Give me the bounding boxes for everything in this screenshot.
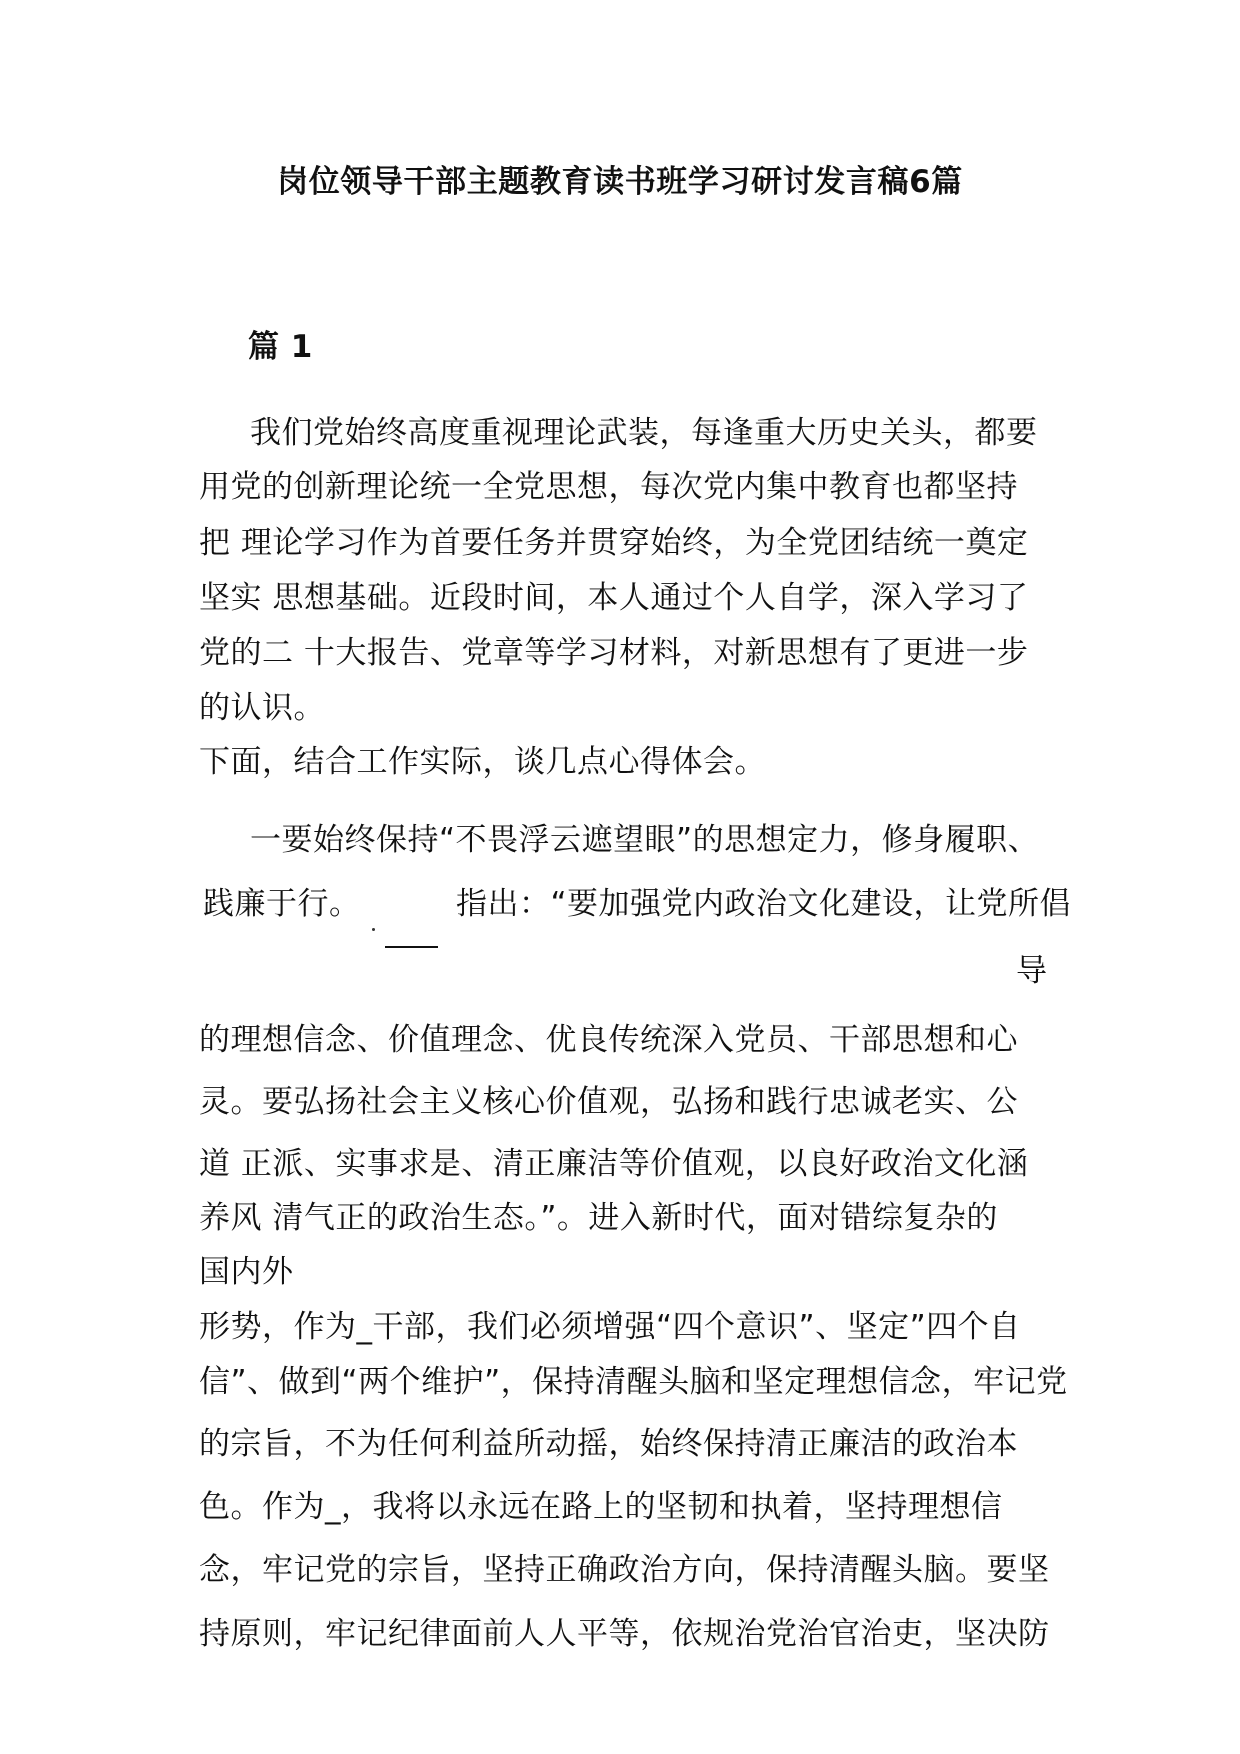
paragraph-line: 色。作为_，我将以永远在路上的坚韧和执着，坚持理想信	[199, 1489, 1003, 1525]
document-title: 岗位领导干部主题教育读书班学习研讨发言稿6篇	[277, 164, 963, 200]
paragraph-line: 国内外	[199, 1254, 294, 1290]
paragraph-line: 养风 清气正的政治生态。”。进入新时代，面对错综复杂的	[199, 1200, 998, 1236]
paragraph-line: 下面，结合工作实际，谈几点心得体会。	[199, 744, 766, 780]
paragraph-line: 的理想信念、价值理念、优良传统深入党员、干部思想和心	[199, 1022, 1018, 1058]
section-heading: 篇 1	[248, 329, 313, 365]
paragraph-line: 念，牢记党的宗旨，坚持正确政治方向，保持清醒头脑。要坚	[199, 1552, 1050, 1588]
paragraph-line: 我们党始终高度重视理论武装，每逢重大历史关头，都要	[250, 415, 1038, 451]
paragraph-line: 党的二 十大报告、党章等学习材料，对新思想有了更进一步	[199, 635, 1029, 671]
paragraph-line-right: 指出：“要加强党内政治文化建设，让党所倡	[456, 886, 1072, 922]
paragraph-line: 一要始终保持“不畏浮云遮望眼”的思想定力，修身履职、	[250, 822, 1040, 858]
paragraph-line: 形势，作为_干部，我们必须增强“四个意识”、坚定”四个自	[199, 1309, 1021, 1345]
paragraph-line: 把 理论学习作为首要任务并贯穿始终，为全党团结统一奠定	[199, 525, 1029, 561]
paragraph-line: 信”、做到“两个维护”，保持清醒头脑和坚定理想信念，牢记党	[199, 1364, 1068, 1400]
stray-dot-mark	[372, 928, 375, 931]
paragraph-line-left: 践廉于行。	[203, 886, 361, 922]
paragraph-line: 道 正派、实事求是、清正廉洁等价值观，以良好政治文化涵	[199, 1146, 1029, 1182]
paragraph-line: 坚实 思想基础。近段时间，本人通过个人自学，深入学习了	[199, 580, 1029, 616]
paragraph-line: 导	[1016, 953, 1048, 989]
paragraph-line: 用党的创新理论统一全党思想，每次党内集中教育也都坚持	[199, 469, 1018, 505]
paragraph-line: 的宗旨，不为任何利益所动摇，始终保持清正廉洁的政治本	[199, 1426, 1018, 1462]
paragraph-line: 灵。要弘扬社会主义核心价值观，弘扬和践行忠诚老实、公	[199, 1084, 1018, 1120]
paragraph-line: 持原则，牢记纪律面前人人平等，依规治党治官治吏，坚决防	[199, 1616, 1050, 1652]
paragraph-line: 的认识。	[199, 690, 325, 726]
blank-underline-mark	[385, 946, 438, 948]
